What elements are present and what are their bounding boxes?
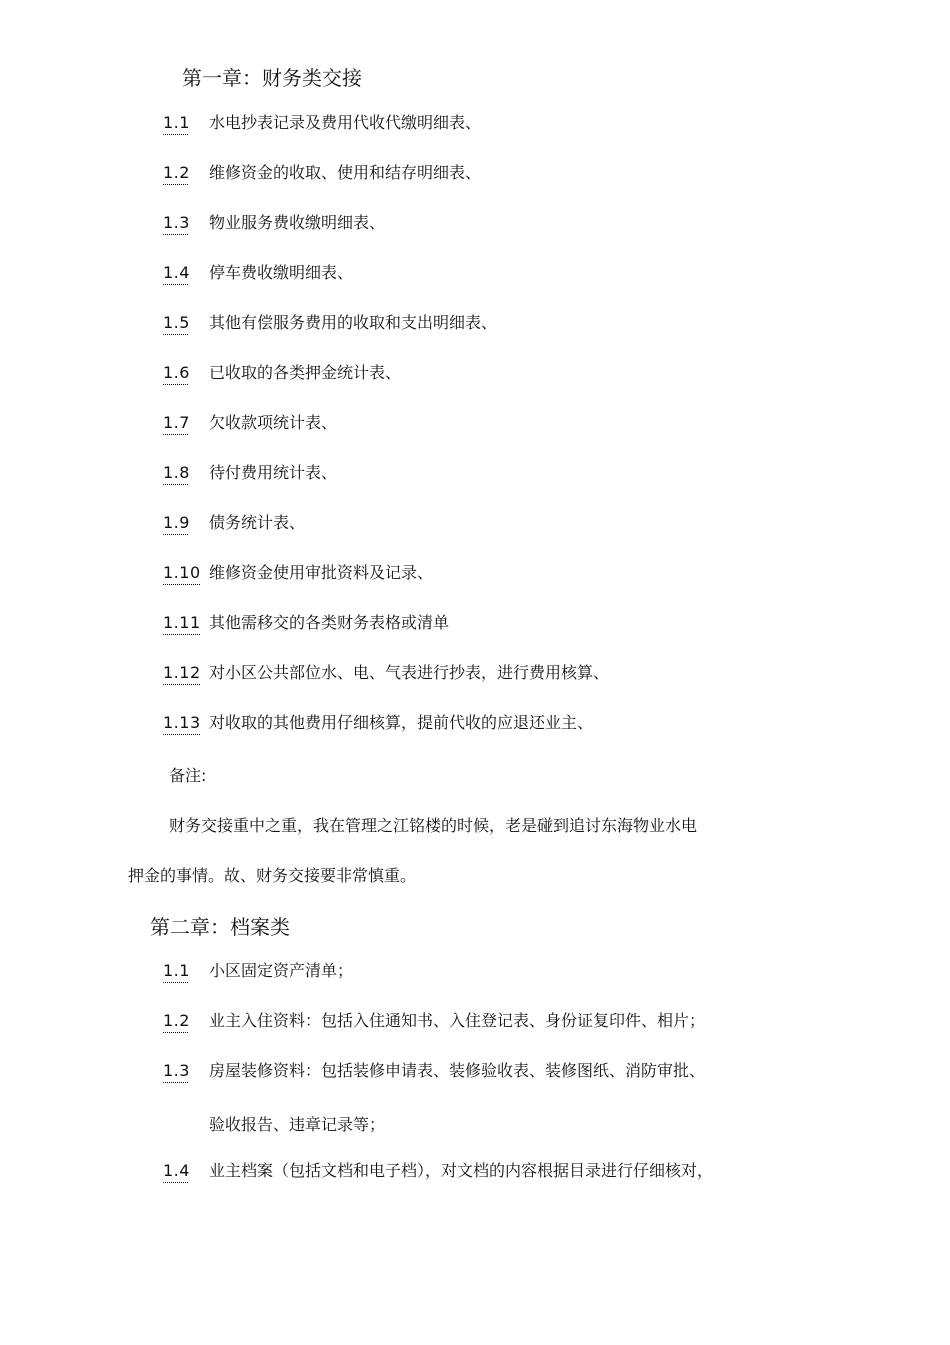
- item-number: 1.11: [163, 613, 201, 632]
- item-text: 其他需移交的各类财务表格或清单: [209, 613, 450, 632]
- item-number: 1.9: [163, 513, 190, 532]
- chapter-1-title: 第一章：财务类交接: [182, 66, 362, 90]
- item-number: 1.7: [163, 413, 190, 432]
- item-text-continuation: 验收报告、违章记录等；: [209, 1115, 386, 1134]
- item-number: 1.4: [163, 1161, 190, 1180]
- note-paragraph-line-1: 财务交接重中之重，我在管理之江铭楼的时候，老是碰到追讨东海物业水电: [169, 816, 698, 835]
- item-number: 1.1: [163, 961, 190, 980]
- item-text: 其他有偿服务费用的收取和支出明细表、: [209, 313, 498, 332]
- note-paragraph-line-2: 押金的事情。故、财务交接要非常慎重。: [128, 866, 417, 885]
- item-number: 1.8: [163, 463, 190, 482]
- item-number: 1.6: [163, 363, 190, 382]
- item-text: 业主入住资料：包括入住通知书、入住登记表、身份证复印件、相片；: [209, 1011, 706, 1030]
- item-number: 1.1: [163, 113, 190, 132]
- item-text: 小区固定资产清单；: [209, 961, 354, 980]
- item-text: 物业服务费收缴明细表、: [209, 213, 386, 232]
- item-text: 停车费收缴明细表、: [209, 263, 354, 282]
- item-number: 1.13: [163, 713, 201, 732]
- item-number: 1.3: [163, 213, 190, 232]
- item-text: 水电抄表记录及费用代收代缴明细表、: [209, 113, 482, 132]
- item-number: 1.12: [163, 663, 201, 682]
- item-number: 1.3: [163, 1061, 190, 1080]
- item-text: 维修资金使用审批资料及记录、: [209, 563, 434, 582]
- item-number: 1.2: [163, 163, 190, 182]
- item-number: 1.10: [163, 563, 201, 582]
- chapter-2-title: 第二章：档案类: [150, 915, 290, 939]
- item-text: 业主档案（包括文档和电子档），对文档的内容根据目录进行仔细核对，: [209, 1161, 714, 1180]
- item-text: 债务统计表、: [209, 513, 306, 532]
- item-text: 维修资金的收取、使用和结存明细表、: [209, 163, 482, 182]
- item-text: 房屋装修资料：包括装修申请表、装修验收表、装修图纸、消防审批、: [209, 1061, 706, 1080]
- item-text: 对收取的其他费用仔细核算，提前代收的应退还业主、: [209, 713, 594, 732]
- item-text: 待付费用统计表、: [209, 463, 338, 482]
- note-label: 备注:: [169, 766, 207, 785]
- item-text: 已收取的各类押金统计表、: [209, 363, 402, 382]
- item-number: 1.2: [163, 1011, 190, 1030]
- item-number: 1.4: [163, 263, 190, 282]
- item-text: 欠收款项统计表、: [209, 413, 338, 432]
- item-text: 对小区公共部位水、电、气表进行抄表，进行费用核算、: [209, 663, 610, 682]
- item-number: 1.5: [163, 313, 190, 332]
